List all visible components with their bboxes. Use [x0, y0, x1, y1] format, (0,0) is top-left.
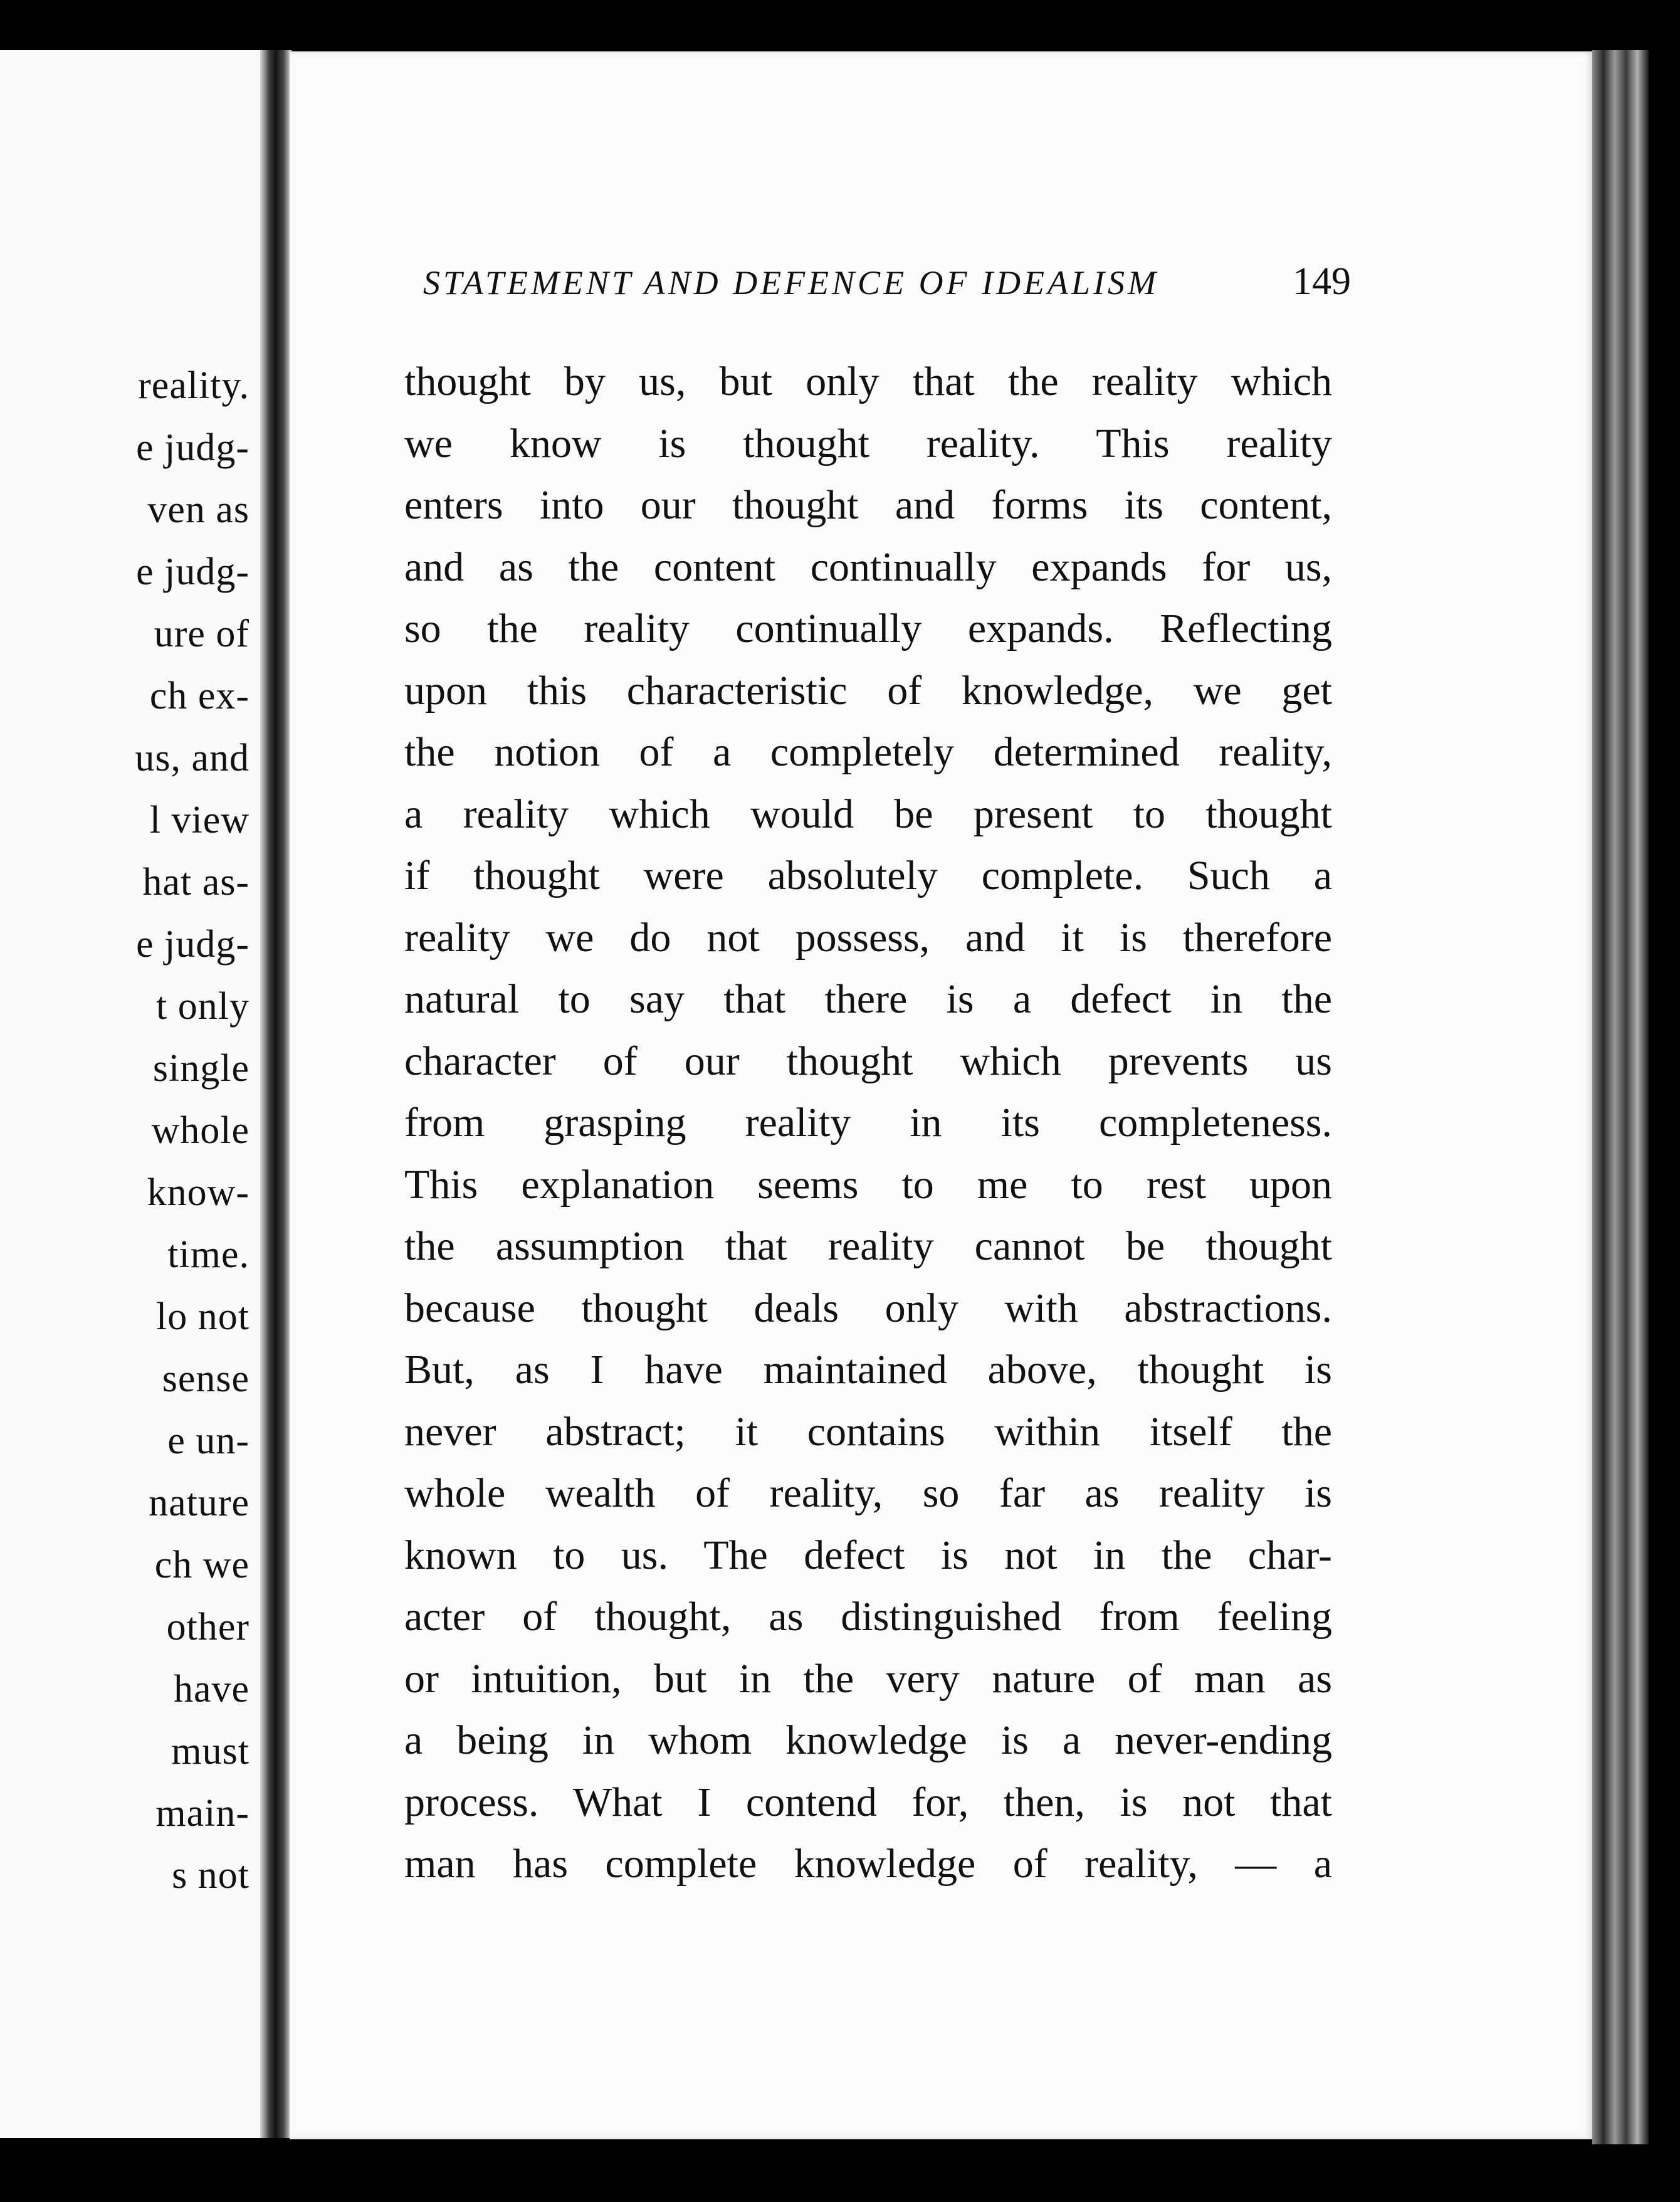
- text-line: man has complete knowledge of reality, — a: [404, 1841, 1332, 1887]
- page-edges: [1592, 50, 1649, 2144]
- facing-line: ure of: [154, 613, 249, 655]
- book-gutter: [260, 50, 291, 2138]
- text-line: we know is thought reality. This reality: [404, 420, 1332, 466]
- text-line: thought by us, but only that the reality which: [404, 359, 1332, 404]
- page-number: 149: [1293, 260, 1351, 303]
- facing-line: time.: [167, 1233, 249, 1276]
- facing-line: whole: [151, 1109, 249, 1152]
- facing-line: e judg-: [136, 923, 249, 966]
- text-line: process. What I contend for, then, is not that: [404, 1779, 1332, 1825]
- text-line: enters into our thought and forms its content,: [404, 482, 1332, 528]
- text-line: the assumption that reality cannot be thought: [404, 1223, 1332, 1269]
- running-head: STATEMENT AND DEFENCE OF IDEALISM: [423, 264, 1159, 302]
- facing-line: have: [173, 1668, 249, 1710]
- facing-line: hat as-: [142, 861, 249, 903]
- text-line: from grasping reality in its completeness.: [404, 1100, 1332, 1146]
- text-line: if thought were absolutely complete. Such a: [404, 853, 1332, 898]
- facing-line: e judg-: [136, 550, 249, 593]
- text-line: because thought deals only with abstractions.: [404, 1285, 1332, 1331]
- text-line: known to us. The defect is not in the char-: [404, 1532, 1332, 1578]
- facing-line: l view: [149, 799, 249, 841]
- facing-line: reality.: [138, 364, 249, 407]
- text-line: and as the content continually expands for us,: [404, 544, 1332, 590]
- text-line: upon this characteristic of knowledge, we get: [404, 667, 1332, 714]
- text-line: This explanation seems to me to rest upon: [404, 1161, 1332, 1208]
- text-line: the notion of a completely determined reality,: [404, 729, 1332, 775]
- facing-line: must: [171, 1730, 249, 1773]
- text-line: whole wealth of reality, so far as reality is: [404, 1470, 1332, 1516]
- text-line: reality we do not possess, and it is therefore: [404, 914, 1332, 961]
- text-line: a reality which would be present to thought: [404, 791, 1332, 837]
- facing-line: lo not: [156, 1295, 249, 1338]
- text-line: natural to say that there is a defect in the: [404, 976, 1332, 1022]
- facing-line: ch ex-: [149, 675, 249, 717]
- facing-line: nature: [149, 1482, 249, 1524]
- facing-line: main-: [155, 1792, 249, 1835]
- facing-line: single: [152, 1047, 249, 1090]
- facing-line: sense: [162, 1357, 249, 1400]
- facing-line: other: [166, 1606, 249, 1648]
- facing-line: t only: [156, 985, 249, 1028]
- page-header: [423, 260, 1351, 313]
- text-line: character of our thought which prevents us: [404, 1038, 1332, 1084]
- text-line: But, as I have maintained above, thought is: [404, 1347, 1332, 1393]
- body-text: [404, 351, 1332, 1895]
- text-line: acter of thought, as distinguished from feeling: [404, 1594, 1332, 1640]
- facing-line: e judg-: [136, 426, 249, 469]
- text-line: or intuition, but in the very nature of man as: [404, 1655, 1332, 1702]
- facing-line: s not: [172, 1854, 249, 1897]
- facing-line: e un-: [167, 1420, 249, 1462]
- facing-line: ven as: [147, 488, 249, 531]
- facing-line: us, and: [135, 737, 249, 779]
- text-line: never abstract; it contains within itself the: [404, 1408, 1332, 1455]
- facing-line: know-: [147, 1171, 249, 1214]
- text-line: a being in whom knowledge is a never-ending: [404, 1717, 1332, 1763]
- text-line: so the reality continually expands. Reflecting: [404, 606, 1332, 651]
- facing-line: ch we: [154, 1544, 249, 1586]
- facing-page-left: [0, 50, 263, 2138]
